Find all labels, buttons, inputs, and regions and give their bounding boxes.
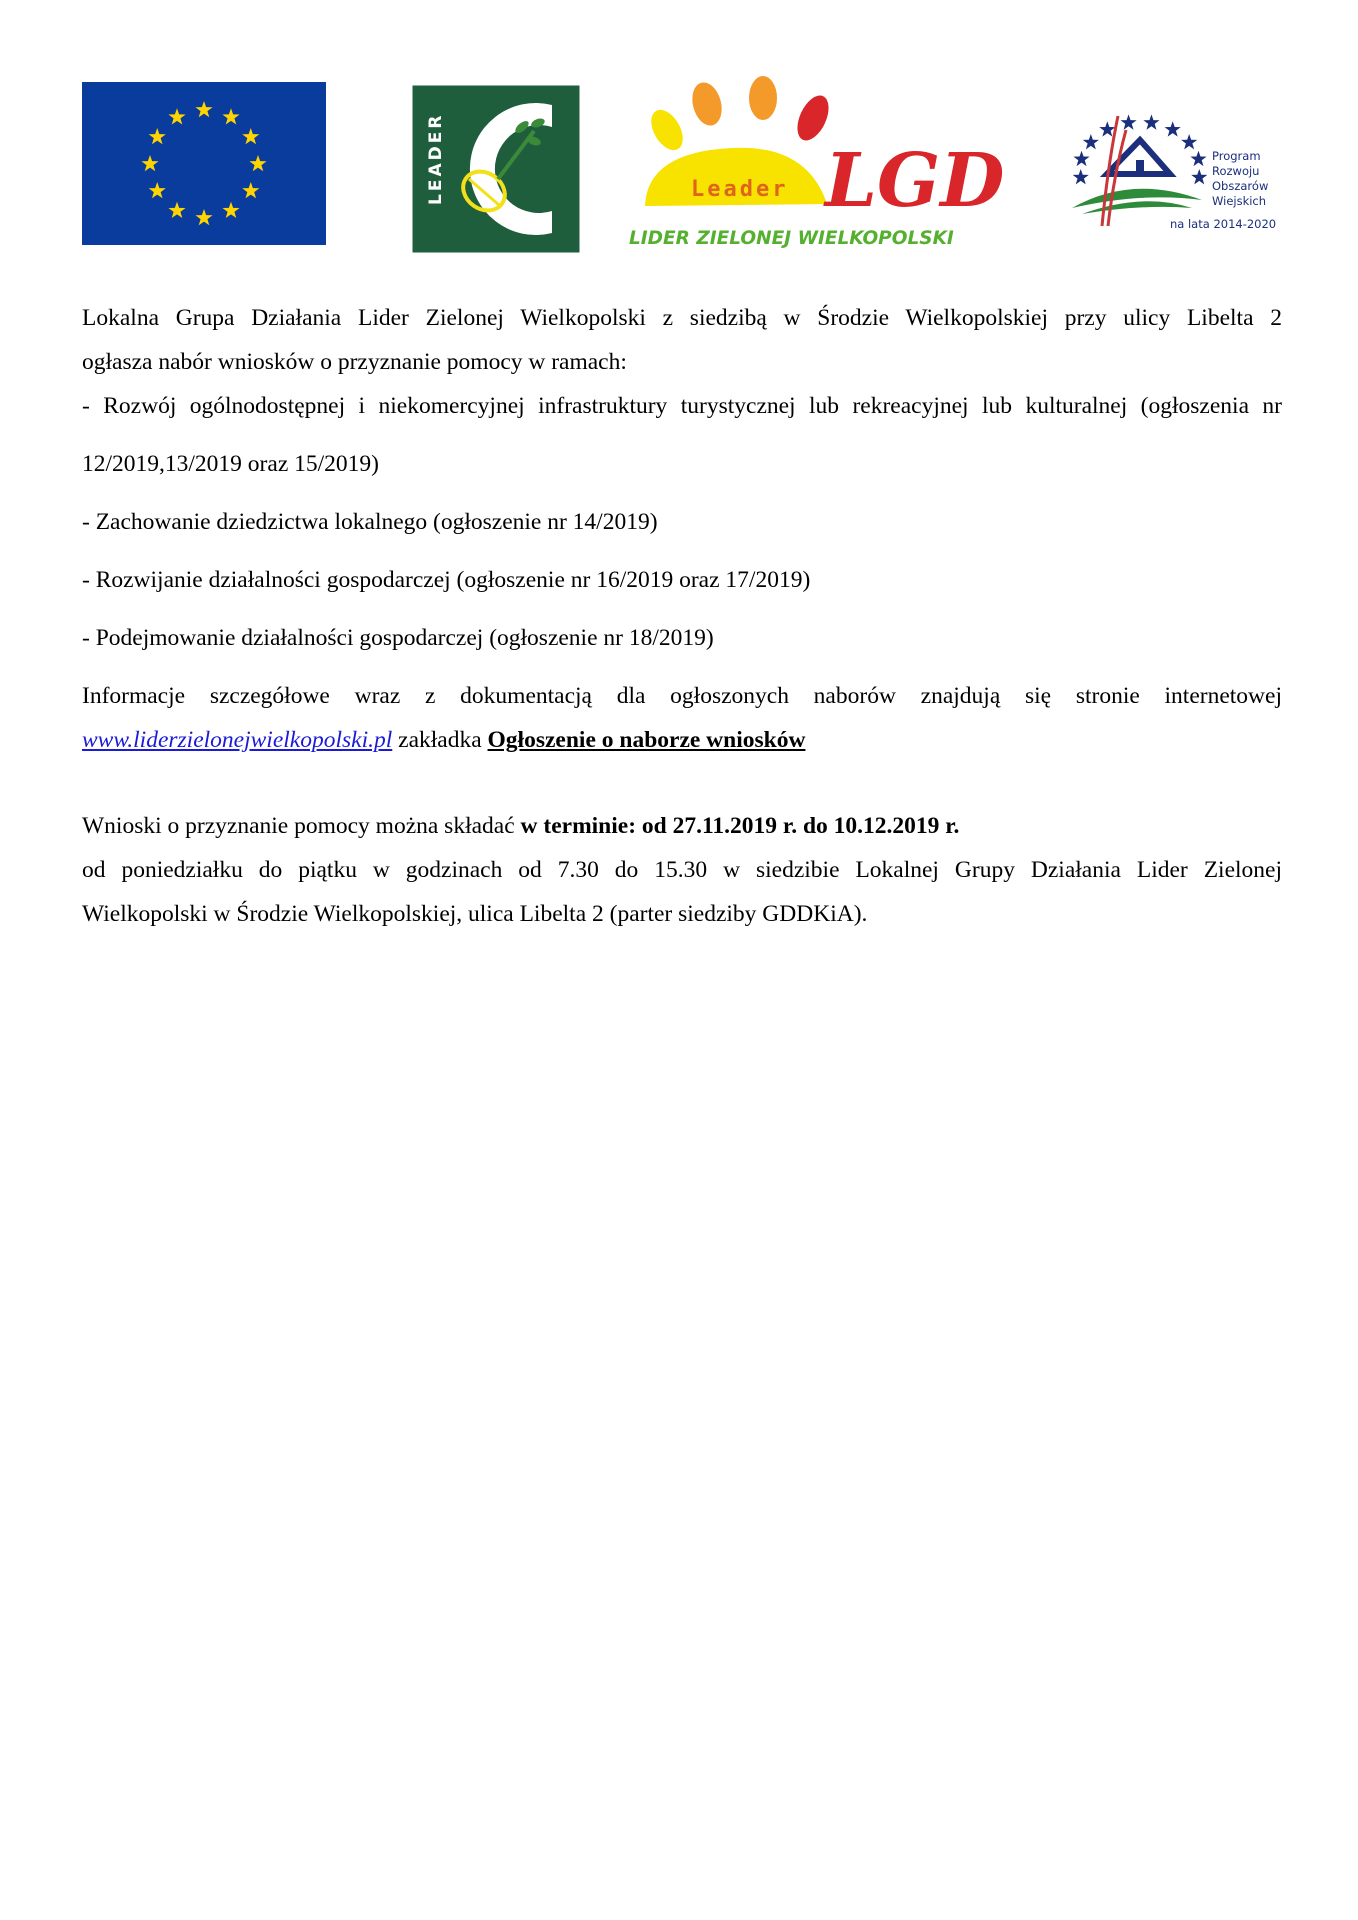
prow-star-icon bbox=[1073, 169, 1089, 184]
tab-prefix: zakładka bbox=[392, 727, 488, 753]
intro-line-1: Lokalna Grupa Działania Lider Zielonej Wielkopolski z siedzibą w Środzie Wielkopolskiej przy ulicy Libelta 2 bbox=[82, 305, 1282, 331]
prow-star-icon bbox=[1181, 134, 1197, 149]
eu-star-icon bbox=[242, 182, 259, 198]
eu-star-icon bbox=[168, 202, 185, 218]
deadline-prefix: Wnioski o przyznanie pomocy można składać bbox=[82, 813, 521, 839]
prow-logo bbox=[1052, 104, 1292, 234]
eu-star-icon bbox=[168, 108, 185, 124]
list-item-1-line-2: 12/2019,13/2019 oraz 15/2019) bbox=[82, 451, 379, 477]
prow-line-2: Rozwoju bbox=[1212, 164, 1260, 178]
intro-line-2: ogłasza nabór wniosków o przyznanie pomocy w ramach: bbox=[82, 349, 627, 375]
lgd-caption: LIDER ZIELONEJ WIELKOPOLSKI bbox=[629, 228, 954, 249]
website-link[interactable]: www.liderzielonejwielkopolski.pl bbox=[82, 727, 393, 753]
eu-star-icon bbox=[149, 128, 166, 144]
eu-star-icon bbox=[149, 182, 166, 198]
logo-row bbox=[82, 82, 1282, 252]
deadline-line bbox=[82, 804, 1282, 848]
lgd-lider-zielonej-wielkopolski-logo bbox=[629, 82, 1005, 252]
eu-star-icon bbox=[195, 101, 212, 117]
eu-star-icon bbox=[242, 128, 259, 144]
eu-star-icon bbox=[249, 155, 266, 171]
prow-star-icon bbox=[1083, 134, 1099, 149]
eu-star-icon bbox=[195, 209, 212, 225]
eu-stars-icon bbox=[82, 82, 326, 245]
prow-star-icon bbox=[1120, 114, 1136, 129]
lgd-leader-word: Leader bbox=[691, 177, 789, 202]
document-body bbox=[82, 296, 1282, 936]
leader-logo bbox=[414, 87, 578, 251]
prow-line-3: Obszarów bbox=[1212, 179, 1269, 193]
leader-vertical-text: LEADER bbox=[426, 112, 446, 205]
list-item-2: - Zachowanie dziedzictwa lokalnego (ogłoszenie nr 14/2019) bbox=[82, 509, 658, 535]
tab-name: Ogłoszenie o naborze wniosków bbox=[487, 727, 806, 753]
eu-star-icon bbox=[141, 155, 158, 171]
prow-years: na lata 2014-2020 bbox=[1170, 217, 1277, 231]
blank-line bbox=[82, 762, 1282, 804]
list-item-3: - Rozwijanie działalności gospodarczej (ogłoszenie nr 16/2019 oraz 17/2019) bbox=[82, 567, 811, 593]
prow-star-icon bbox=[1165, 121, 1181, 136]
prow-line-4: Wiejskich bbox=[1212, 194, 1267, 208]
prow-line-1: Program bbox=[1212, 149, 1261, 163]
eu-star-icon bbox=[222, 108, 239, 124]
prow-star-icon bbox=[1073, 151, 1089, 166]
info-line-2 bbox=[82, 718, 1282, 762]
prow-star-icon bbox=[1143, 114, 1159, 129]
prow-star-icon bbox=[1190, 151, 1206, 166]
info-line-1: Informacje szczegółowe wraz z dokumentacją dla ogłoszonych naborów znajdują się stronie internetowej bbox=[82, 683, 1282, 709]
eu-star-icon bbox=[222, 202, 239, 218]
hours-line-2: Wielkopolski w Środzie Wielkopolskiej, ulica Libelta 2 (parter siedziby GDDKiA). bbox=[82, 901, 868, 927]
list-item-1-line-1: - Rozwój ogólnodostępnej i niekomercyjnej infrastruktury turystycznej lub rekreacyjnej lub kulturalnej (ogłoszenia nr bbox=[82, 393, 1282, 419]
prow-star-icon bbox=[1191, 169, 1207, 184]
eu-flag-logo bbox=[82, 82, 326, 245]
lgd-mark: LGD bbox=[825, 138, 1005, 224]
list-item-4: - Podejmowanie działalności gospodarczej (ogłoszenie nr 18/2019) bbox=[82, 625, 714, 651]
deadline-dates: w terminie: od 27.11.2019 r. do 10.12.2019 r. bbox=[520, 813, 960, 839]
hours-line-1: od poniedziałku do piątku w godzinach od 7.30 do 15.30 w siedzibie Lokalnej Grupy Działania Lider Zielonej bbox=[82, 857, 1282, 883]
